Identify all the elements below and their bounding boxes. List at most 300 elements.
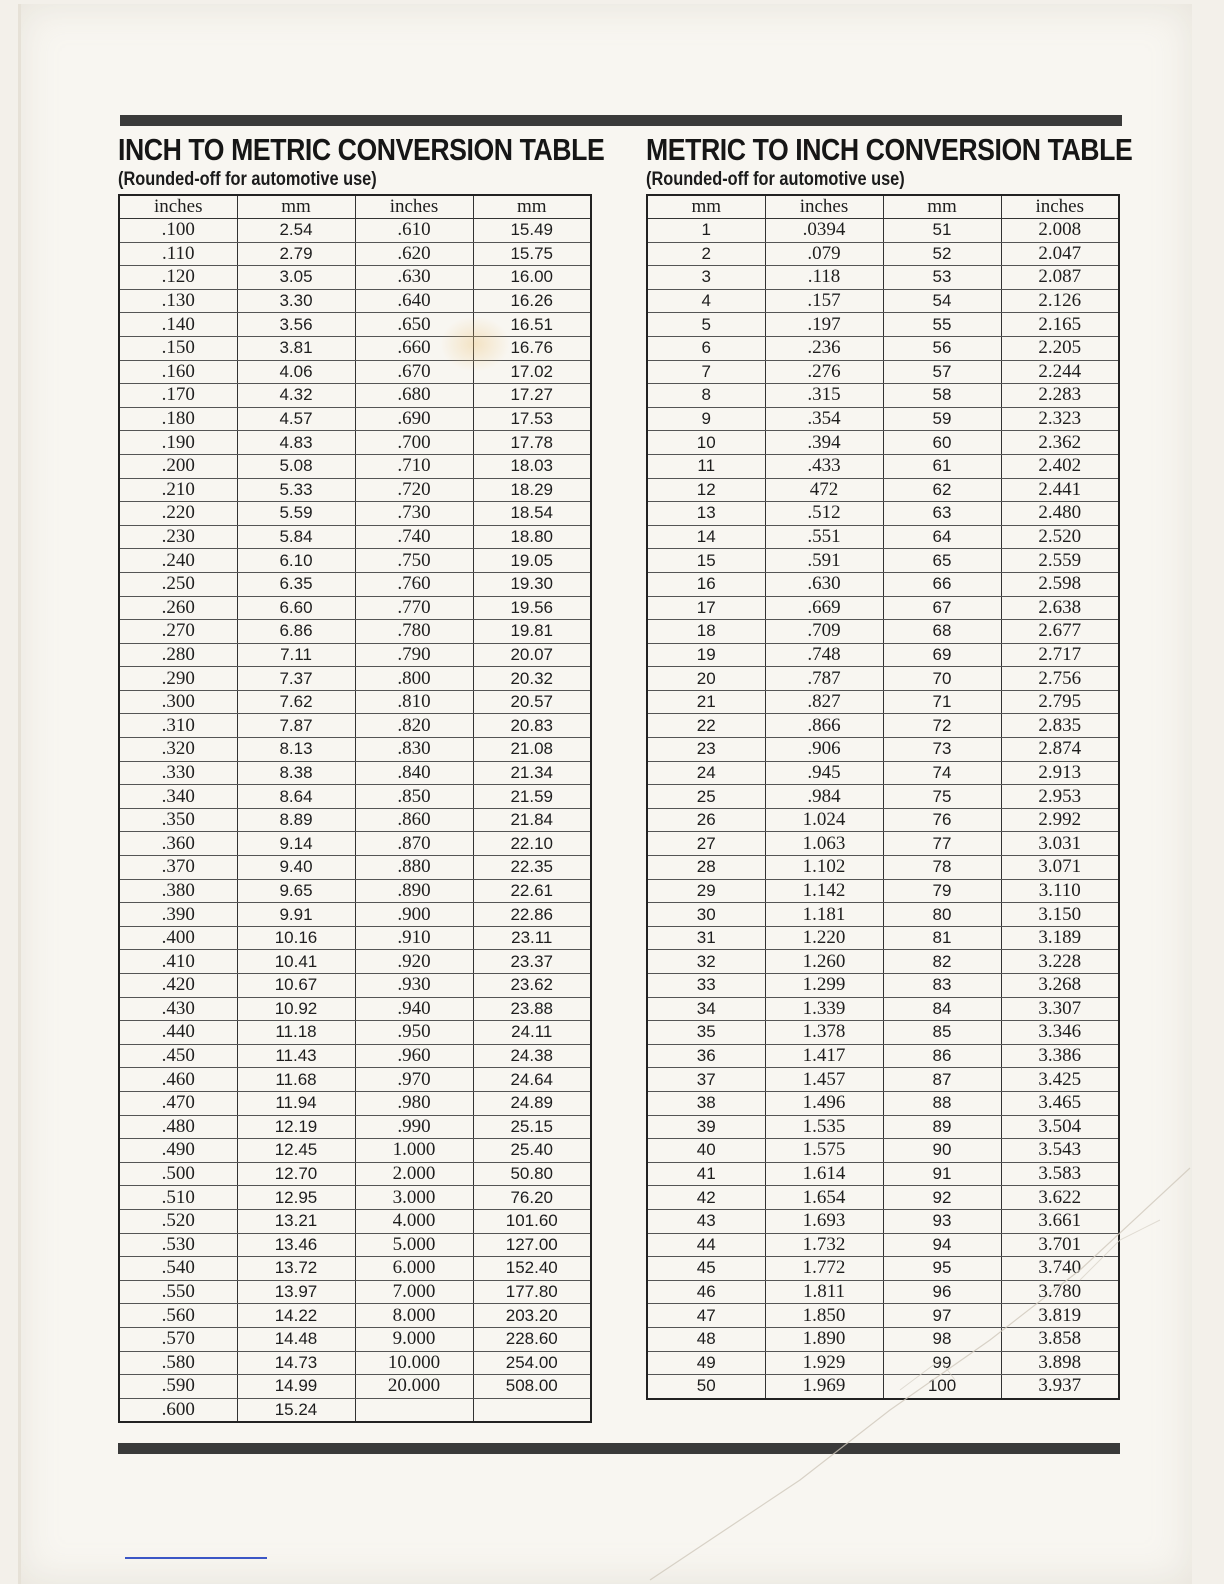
table-cell: 40 [647,1139,765,1163]
table-cell: 11.94 [237,1091,355,1115]
table-cell: 19.56 [473,596,591,620]
table-row [647,266,1119,290]
table-cell: 18.29 [473,478,591,502]
table-cell: .920 [355,950,473,974]
table-row [119,596,591,620]
table-row [647,997,1119,1021]
table-cell: 8.38 [237,761,355,785]
table-cell: 65 [883,549,1001,573]
table-cell: 4.57 [237,407,355,431]
table-cell: .870 [355,832,473,856]
table-cell: .150 [119,336,237,360]
table-cell: .120 [119,266,237,290]
table-cell: .200 [119,454,237,478]
table-cell: 56 [883,336,1001,360]
table-cell: .157 [765,289,883,313]
table-cell: 71 [883,690,1001,714]
table-cell: 47 [647,1304,765,1328]
table-cell: .630 [765,572,883,596]
table-row [119,478,591,502]
table-row [119,360,591,384]
table-cell: 29 [647,879,765,903]
table-cell: .350 [119,808,237,832]
table-cell: .250 [119,572,237,596]
table-cell: 52 [883,242,1001,266]
table-cell: 1.299 [765,974,883,998]
table-cell: .360 [119,832,237,856]
table-cell: .591 [765,549,883,573]
table-cell: 15.49 [473,219,591,243]
table-cell: 13 [647,502,765,526]
table-cell: 16.51 [473,313,591,337]
table-cell: 3.346 [1001,1021,1119,1045]
table-header-row [647,195,1119,219]
table-cell: .860 [355,808,473,832]
table-cell: 96 [883,1280,1001,1304]
table-row [647,1021,1119,1045]
table-cell: 14.73 [237,1351,355,1375]
table-cell: 1.220 [765,926,883,950]
table-row [119,336,591,360]
table-cell: 16.26 [473,289,591,313]
table-cell: 4.06 [237,360,355,384]
table-cell: .640 [355,289,473,313]
table-cell: 76 [883,808,1001,832]
table-cell: .590 [119,1375,237,1399]
table-cell: 20.07 [473,643,591,667]
table-cell: 21.08 [473,738,591,762]
table-row [119,997,591,1021]
table-cell: 3.740 [1001,1257,1119,1281]
table-cell: 10.92 [237,997,355,1021]
table-cell: 50.80 [473,1162,591,1186]
table-cell: 54 [883,289,1001,313]
table-row [119,1327,591,1351]
column-header: inches [765,195,883,219]
table-row [647,360,1119,384]
table-cell: 101.60 [473,1209,591,1233]
table-cell: 2.441 [1001,478,1119,502]
table-cell: 3.189 [1001,926,1119,950]
table-cell: 8.13 [237,738,355,762]
table-cell: 35 [647,1021,765,1045]
table-cell: 72 [883,714,1001,738]
table-cell: 1.102 [765,856,883,880]
table-row [647,502,1119,526]
table-cell: 91 [883,1162,1001,1186]
table-cell: .079 [765,242,883,266]
table-cell: 85 [883,1021,1001,1045]
table-cell: 7.37 [237,667,355,691]
table-cell: 1.339 [765,997,883,1021]
table-cell: 2.559 [1001,549,1119,573]
table-cell: .906 [765,738,883,762]
table-cell: 3.30 [237,289,355,313]
table-row [119,313,591,337]
table-cell: 10.67 [237,974,355,998]
table-cell: .512 [765,502,883,526]
table-row [119,1257,591,1281]
table-row [119,289,591,313]
table-row [647,549,1119,573]
table-cell: 8.64 [237,785,355,809]
table-cell: 1.693 [765,1209,883,1233]
table-cell: .118 [765,266,883,290]
table-cell: 1.929 [765,1351,883,1375]
table-cell: .840 [355,761,473,785]
table-cell: 34 [647,997,765,1021]
table-cell: .748 [765,643,883,667]
table-row [119,1233,591,1257]
table-row [119,242,591,266]
table-cell: 9.91 [237,903,355,927]
table-cell: 254.00 [473,1351,591,1375]
table-cell: .610 [355,219,473,243]
table-cell: 60 [883,431,1001,455]
table-cell: 3.937 [1001,1375,1119,1399]
table-cell: .540 [119,1257,237,1281]
table-cell: 228.60 [473,1327,591,1351]
table-cell: 4.000 [355,1209,473,1233]
table-cell: 3.898 [1001,1351,1119,1375]
table-cell: 2.126 [1001,289,1119,313]
table-cell: 39 [647,1115,765,1139]
table-row [119,1115,591,1139]
table-cell: .390 [119,903,237,927]
table-cell: 2.008 [1001,219,1119,243]
table-cell: 38 [647,1091,765,1115]
table-cell: 2.795 [1001,690,1119,714]
table-cell: 10.41 [237,950,355,974]
table-cell: .560 [119,1304,237,1328]
table-cell: .160 [119,360,237,384]
table-cell: 5 [647,313,765,337]
table-cell: 2.480 [1001,502,1119,526]
table-cell: .340 [119,785,237,809]
table-row [647,1068,1119,1092]
table-cell: 2.362 [1001,431,1119,455]
table-cell: 19.81 [473,620,591,644]
table-cell: 23.37 [473,950,591,974]
table-row [647,525,1119,549]
table-cell: 2.953 [1001,785,1119,809]
table-cell: 16.00 [473,266,591,290]
table-cell: 3 [647,266,765,290]
table-row [119,407,591,431]
table-row [647,1186,1119,1210]
table-cell: .690 [355,407,473,431]
table-cell: 1.614 [765,1162,883,1186]
table-cell: 3.56 [237,313,355,337]
table-cell: .670 [355,360,473,384]
table-cell: .880 [355,856,473,880]
table-cell: 2.205 [1001,336,1119,360]
table-row [119,808,591,832]
table-cell: 19 [647,643,765,667]
table-cell: 1.575 [765,1139,883,1163]
table-cell: .430 [119,997,237,1021]
table-cell: 24.11 [473,1021,591,1045]
table-row [647,832,1119,856]
table-cell: 17.53 [473,407,591,431]
table-row [119,1280,591,1304]
table-row [119,761,591,785]
table-cell: 3.661 [1001,1209,1119,1233]
table-cell: .960 [355,1044,473,1068]
table-cell: 90 [883,1139,1001,1163]
table-cell: .0394 [765,219,883,243]
metric-to-inch-title: METRIC TO INCH CONVERSION TABLE [646,132,1133,167]
table-cell: 1.850 [765,1304,883,1328]
table-cell [473,1398,591,1422]
table-row [119,1398,591,1422]
table-cell: 4 [647,289,765,313]
table-cell: 6.10 [237,549,355,573]
table-cell: .770 [355,596,473,620]
table-row [647,1375,1119,1399]
table-cell: .730 [355,502,473,526]
table-cell: 18.54 [473,502,591,526]
table-cell: 2.756 [1001,667,1119,691]
table-cell: 3.031 [1001,832,1119,856]
table-cell: 12.19 [237,1115,355,1139]
table-cell: 73 [883,738,1001,762]
table-cell: 28 [647,856,765,880]
table-cell: 50 [647,1375,765,1399]
table-cell: .850 [355,785,473,809]
table-row [119,950,591,974]
table-cell: 6.000 [355,1257,473,1281]
table-cell: .315 [765,384,883,408]
table-cell: .470 [119,1091,237,1115]
table-cell: 23 [647,738,765,762]
table-cell: 78 [883,856,1001,880]
table-cell: .945 [765,761,883,785]
table-row [119,690,591,714]
table-row [647,856,1119,880]
table-row [119,1304,591,1328]
inch-to-metric-title: INCH TO METRIC CONVERSION TABLE [118,132,605,167]
table-row [119,714,591,738]
table-cell: .270 [119,620,237,644]
table-cell: 11.18 [237,1021,355,1045]
table-cell: 23.11 [473,926,591,950]
table-cell: 4.83 [237,431,355,455]
column-header: mm [883,195,1001,219]
table-cell: 75 [883,785,1001,809]
table-cell: 5.08 [237,454,355,478]
table-cell: .433 [765,454,883,478]
table-cell: .570 [119,1327,237,1351]
table-row [647,572,1119,596]
table-cell: .787 [765,667,883,691]
table-row [119,879,591,903]
table-row [119,1209,591,1233]
table-cell: 3.425 [1001,1068,1119,1092]
table-cell: .550 [119,1280,237,1304]
table-cell: 3.307 [1001,997,1119,1021]
table-cell: 1.890 [765,1327,883,1351]
table-cell: 12.70 [237,1162,355,1186]
table-row [647,1351,1119,1375]
table-cell: 92 [883,1186,1001,1210]
table-row [119,620,591,644]
table-cell: 89 [883,1115,1001,1139]
table-cell: 13.21 [237,1209,355,1233]
table-cell: 12.95 [237,1186,355,1210]
table-cell: 99 [883,1351,1001,1375]
table-cell: 53 [883,266,1001,290]
table-row [647,643,1119,667]
table-cell: 20.000 [355,1375,473,1399]
table-row [647,289,1119,313]
table-cell: 7.11 [237,643,355,667]
table-cell: 177.80 [473,1280,591,1304]
table-cell: 94 [883,1233,1001,1257]
table-row [647,926,1119,950]
table-cell: 2.283 [1001,384,1119,408]
table-cell: 20 [647,667,765,691]
table-cell: .680 [355,384,473,408]
table-cell: .310 [119,714,237,738]
table-cell: .170 [119,384,237,408]
inch-to-metric-panel [118,132,605,1423]
metric-to-inch-table [646,194,1120,1400]
table-cell: .940 [355,997,473,1021]
table-cell: .276 [765,360,883,384]
table-cell: 13.72 [237,1257,355,1281]
table-cell: 44 [647,1233,765,1257]
metric-to-inch-table-body [647,219,1119,1399]
table-cell: 14.22 [237,1304,355,1328]
table-cell: 3.071 [1001,856,1119,880]
table-cell: 17.78 [473,431,591,455]
table-row [119,1186,591,1210]
table-cell: .240 [119,549,237,573]
table-cell: 1.260 [765,950,883,974]
table-cell: 67 [883,596,1001,620]
table-cell: 9.65 [237,879,355,903]
table-cell: 5.59 [237,502,355,526]
table-cell: 18.80 [473,525,591,549]
table-cell: 203.20 [473,1304,591,1328]
table-row [119,926,591,950]
pen-mark [125,1557,267,1559]
metric-to-inch-subtitle: (Rounded-off for automotive use) [646,169,905,190]
table-row [647,596,1119,620]
table-cell: 1.378 [765,1021,883,1045]
table-cell: 2.835 [1001,714,1119,738]
table-cell: 3.000 [355,1186,473,1210]
table-row [119,856,591,880]
table-row [647,785,1119,809]
table-cell: 57 [883,360,1001,384]
table-cell: .866 [765,714,883,738]
table-cell: 3.465 [1001,1091,1119,1115]
table-row [647,478,1119,502]
table-cell: 10.000 [355,1351,473,1375]
table-cell: 49 [647,1351,765,1375]
table-cell: .930 [355,974,473,998]
inch-to-metric-table [118,194,592,1423]
inch-to-metric-table-body [119,219,591,1423]
table-cell: 4.32 [237,384,355,408]
table-cell: .400 [119,926,237,950]
table-row [119,219,591,243]
table-cell: 3.386 [1001,1044,1119,1068]
table-cell: 17 [647,596,765,620]
table-row [119,266,591,290]
table-cell: .300 [119,690,237,714]
table-cell: 21 [647,690,765,714]
table-cell: 18 [647,620,765,644]
table-cell: 2.54 [237,219,355,243]
table-cell: 1.496 [765,1091,883,1115]
table-cell: .480 [119,1115,237,1139]
table-cell: 2.087 [1001,266,1119,290]
table-cell: 11.43 [237,1044,355,1068]
table-row [647,1209,1119,1233]
table-cell: 63 [883,502,1001,526]
table-row [647,690,1119,714]
table-cell: 80 [883,903,1001,927]
table-cell: 24.64 [473,1068,591,1092]
table-cell: 1.654 [765,1186,883,1210]
table-cell: 22.61 [473,879,591,903]
table-cell: .709 [765,620,883,644]
table-row [119,502,591,526]
table-cell: 2.244 [1001,360,1119,384]
table-cell: .970 [355,1068,473,1092]
table-row [647,761,1119,785]
table-cell: 66 [883,572,1001,596]
table-cell: .490 [119,1139,237,1163]
column-header: mm [647,195,765,219]
table-row [647,1257,1119,1281]
table-cell: .890 [355,879,473,903]
column-header: inches [355,195,473,219]
table-cell: 22.35 [473,856,591,880]
table-row [119,572,591,596]
page-edge-line [18,4,21,1584]
table-cell: 13.46 [237,1233,355,1257]
table-cell: .236 [765,336,883,360]
table-cell: .510 [119,1186,237,1210]
table-cell: 3.504 [1001,1115,1119,1139]
table-row [119,1091,591,1115]
table-cell: 24.89 [473,1091,591,1115]
table-cell: 21.34 [473,761,591,785]
table-row [647,950,1119,974]
table-cell: .330 [119,761,237,785]
table-cell: 2.000 [355,1162,473,1186]
table-row [647,667,1119,691]
table-cell: 9 [647,407,765,431]
table-cell: 88 [883,1091,1001,1115]
table-cell: 14.48 [237,1327,355,1351]
table-cell: 1.969 [765,1375,883,1399]
table-cell: 1.772 [765,1257,883,1281]
table-cell: 98 [883,1327,1001,1351]
table-cell: .354 [765,407,883,431]
table-row [119,525,591,549]
table-row [119,1021,591,1045]
table-cell: .110 [119,242,237,266]
table-cell: 12.45 [237,1139,355,1163]
column-header: inches [1001,195,1119,219]
table-row [119,903,591,927]
table-cell: 1.181 [765,903,883,927]
